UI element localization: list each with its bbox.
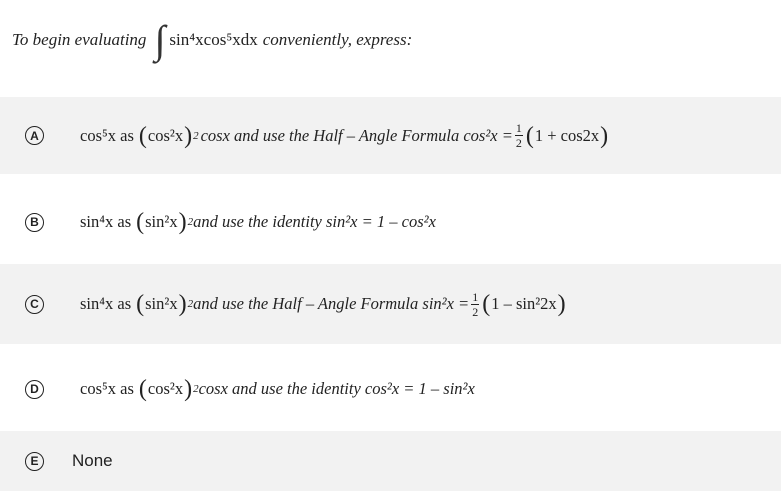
option-c-badge: C [25,295,44,314]
question-suffix: conveniently, express: [262,30,413,49]
option-d-text: cos⁵x as ( cos²x ) 2 cosx and use the identity cos²x = 1 – sin²x [80,376,475,402]
question-prompt [12,18,412,62]
option-b-badge: B [25,213,44,232]
option-a-fraction: $\frac{1}{2}$ [515,121,522,150]
option-d[interactable] [0,354,781,424]
option-e-label: None [72,451,113,470]
option-a-text: cos⁵x as ( cos²x ) 2 cosx and use the Half – Angle Formula cos²x = $\frac{1}{2}$ ( 1 + cos2x ) [80,121,609,150]
option-c[interactable] [0,264,781,344]
integral-symbol: ∫ [154,17,166,62]
option-c-text: sin⁴x as ( sin²x ) 2 and use the Half – Angle Formula sin²x = $\frac{1}{2}$ ( 1 – sin²2x ) [80,289,566,319]
option-c-fraction: $\frac{1}{2}$ [472,289,479,319]
option-a-badge: A [25,126,44,145]
integrand: sin⁴xcos⁵xdx [169,30,258,49]
question-prefix: To begin evaluating [12,30,147,49]
option-d-badge: D [25,380,44,399]
option-e[interactable] [0,431,781,491]
option-a[interactable] [0,97,781,174]
option-e-badge: E [25,452,44,471]
option-b[interactable] [0,186,781,258]
option-b-text: sin⁴x as ( sin²x ) 2 and use the identity sin²x = 1 – cos²x [80,209,436,235]
